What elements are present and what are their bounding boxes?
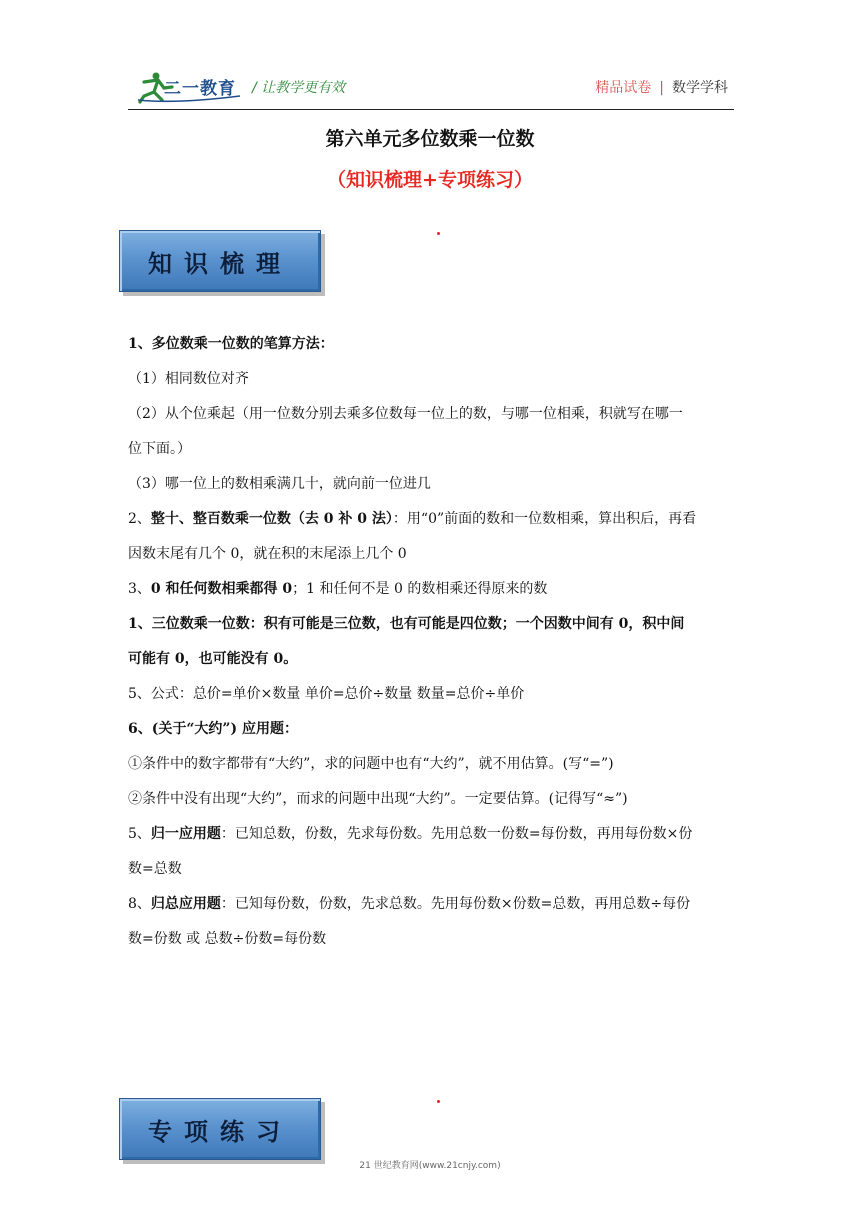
- content-line: ②条件中没有出现“大约”，而求的问题中出现“大约”。一定要估算。(记得写“≈”): [128, 791, 628, 807]
- section-heading-knowledge-label: 知识梳理: [148, 249, 292, 278]
- content-line: [128, 578, 734, 601]
- header-separator: |: [659, 80, 664, 96]
- quality-badge: 精品试卷: [595, 80, 652, 96]
- section-heading-knowledge: [119, 230, 321, 292]
- section-heading-practice: [119, 1098, 321, 1160]
- content-line: （2）从个位乘起（用一位数分别去乘多位数每一位上的数，与哪一位相乘，积就写在哪一: [128, 406, 683, 422]
- knowledge-content: [128, 333, 734, 951]
- content-line: 1、多位数乘一位数的笔算方法：: [128, 336, 334, 352]
- slogan: / 让教学更有效: [252, 80, 346, 96]
- content-text: ；1 和任何不是 0 的数相乘还得原来的数: [292, 581, 548, 597]
- content-line: [128, 893, 734, 916]
- content-line: [128, 508, 734, 531]
- content-num: 8、: [128, 896, 151, 912]
- content-bold: 0 和任何数相乘都得 0: [150, 581, 293, 597]
- content-line: 6、(关于“大约”) 应用题：: [128, 721, 298, 737]
- subject-label: 数学学科: [672, 80, 728, 96]
- content-text: ：用“0”前面的数和一位数相乘，算出积后，再看: [392, 511, 697, 527]
- content-line: （3）哪一位上的数相乘满几十，就向前一位进几: [128, 476, 431, 492]
- content-line: 因数末尾有几个 0，就在积的末尾添上几个 0: [128, 546, 407, 562]
- page-subtitle: （知识梳理+专项练习）: [327, 169, 533, 191]
- header-right: [595, 77, 728, 97]
- content-line: （1）相同数位对齐: [128, 371, 249, 387]
- content-bold: 整十、整百数乘一位数（去 0 补 0 法）: [150, 511, 393, 527]
- page-footer: 21 世纪教育网(www.21cnjy.com): [359, 1161, 501, 1171]
- red-dot-marker: [437, 232, 440, 235]
- content-line: 数=总数: [128, 861, 182, 877]
- content-num: 3、: [128, 581, 151, 597]
- content-line: 位下面。）: [128, 441, 191, 457]
- content-line: 可能有 0，也可能没有 0。: [128, 651, 298, 667]
- content-bold: 归一应用题: [150, 826, 221, 842]
- logo-text: 二一教育: [164, 79, 236, 99]
- red-dot-marker: [437, 1100, 440, 1103]
- page-title: 第六单元多位数乘一位数: [325, 128, 535, 150]
- content-line: 5、公式：总价=单价×数量 单价=总价÷数量 数量=总价÷单价: [128, 686, 525, 702]
- content-num: 2、: [128, 511, 151, 527]
- page-header: [128, 66, 734, 106]
- content-line: ①条件中的数字都带有“大约”，求的问题中也有“大约”，就不用估算。(写“=”): [128, 756, 614, 772]
- content-text: ：已知总数，份数，先求每份数。先用总数一份数=每份数，再用每份数×份: [220, 826, 693, 842]
- content-bold: 归总应用题: [150, 896, 221, 912]
- content-line: 数=份数 或 总数÷份数=每份数: [128, 931, 327, 947]
- content-line: [128, 823, 734, 846]
- section-heading-practice-label: 专项练习: [148, 1117, 292, 1146]
- content-num: 5、: [128, 826, 151, 842]
- header-divider: [128, 109, 734, 110]
- content-line: 1、三位数乘一位数：积有可能是三位数，也有可能是四位数；一个因数中间有 0，积中间: [128, 616, 685, 632]
- content-text: ：已知每份数，份数，先求总数。先用每份数×份数=总数，再用总数÷每份: [220, 896, 691, 912]
